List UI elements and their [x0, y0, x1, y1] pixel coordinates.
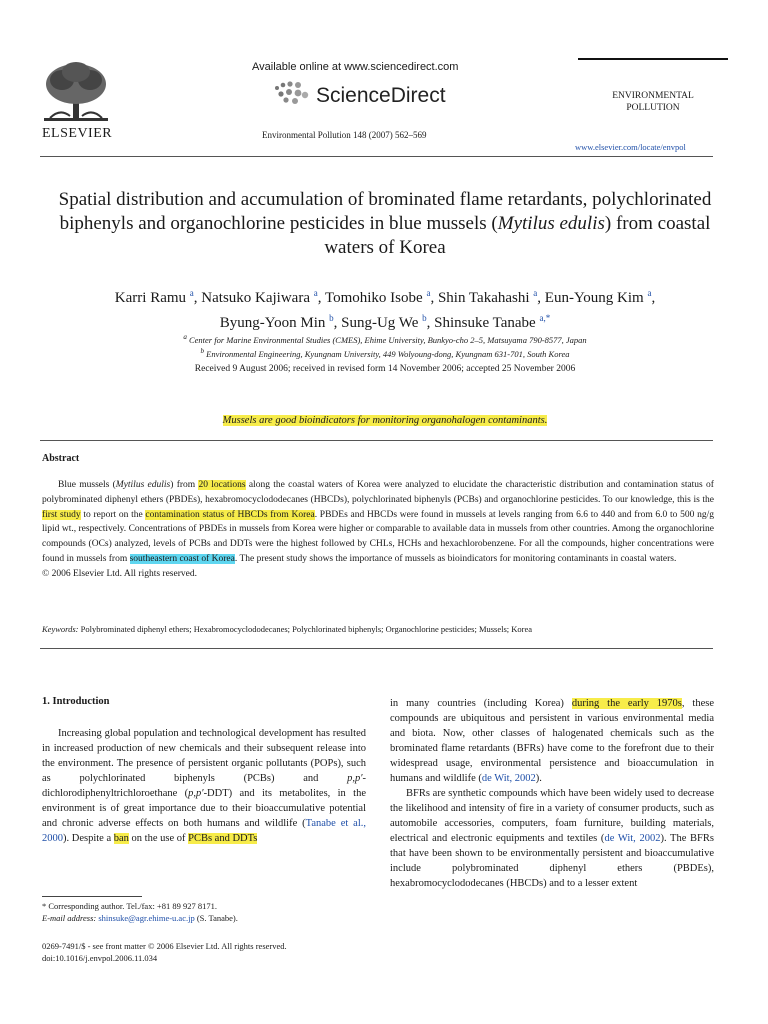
received-dates: Received 9 August 2006; received in revised form 14 November 2006; accepted 25 November 2006 [194, 364, 576, 374]
capsule-statement [40, 415, 730, 426]
footnote-divider [42, 896, 142, 897]
sciencedirect-dots-icon [272, 80, 312, 106]
intro-left-column: Increasing global population and technological development has resulted in increased production of new chemicals and their subsequent release into the environment. The presence of persistent organic pollutants (POPs), such as polychlorinated biphenyls (PCBs) and p,p′-dichlorodiphenyltrichloroethane (p,p′-DDT) and its metabolites, in the environment is of great importance due to their bioaccumulative potential and chronic adverse effects on both humans and wildlife (Tanabe et al., 2000). Despite a ban on the use of PCBs and DDTs [42, 728, 366, 844]
author: Sung-Ug We $^b$ [341, 313, 427, 331]
abstract-highlight: first study [42, 509, 81, 520]
intro-highlight: PCBs and DDTs [188, 833, 258, 844]
corresponding-author-footnote: * Corresponding author. Tel./fax: +81 89 927 8171. E-mail address: shinsuke@agr.ehime-u.ac.jp (S. Tanabe). [42, 900, 372, 924]
intro-highlight: ban [113, 833, 129, 844]
abstract-highlight: 20 locations [198, 480, 246, 490]
author: Shin Takahashi $^a$ [437, 288, 538, 306]
citation-link[interactable]: de Wit, 2002 [604, 833, 661, 844]
author: Natsuko Kajiwara $^a$ [201, 288, 318, 306]
capsule-text: Mussels are good bioindicators for monitoring organohalogen contaminants. [222, 415, 548, 426]
citation-link[interactable]: de Wit, 2002 [481, 773, 536, 784]
author-list: Karri Ramu $^a$, Natsuko Kajiwara $^a$, Tomohiko Isobe $^a$, Shin Takahashi $^a$, Eun-Young Kim $^a$, Byung-Yoon Min $^b$, Sung-Ug We $^b$, Shinsuke Tanabe $^{a,*}$ [114, 288, 656, 331]
copyright: © 2006 Elsevier Ltd. All rights reserved. [42, 568, 197, 579]
affiliation-a: $^a$ Center for Marine Environmental Studies (CMES), Ehime University, Bunkyo-cho 2–5, Matsuyama 790-8577, Japan [183, 333, 587, 345]
citation-link[interactable]: Tanabe et al., 2000 [42, 818, 366, 844]
abstract-heading: Abstract [42, 453, 80, 464]
intro-highlight: during the early 1970s [571, 698, 682, 709]
journal-url-link[interactable]: www.elsevier.com/locate/envpol [575, 142, 686, 152]
author-email-link[interactable]: shinsuke@agr.ehime-u.ac.jp [98, 913, 195, 923]
abstract-top-divider [40, 440, 713, 441]
available-online-text[interactable]: Available online at www.sciencedirect.com [252, 61, 459, 73]
issn-line: 0269-7491/$ - see front matter © 2006 Elsevier Ltd. All rights reserved. [42, 941, 287, 951]
journal-citation: Environmental Pollution 148 (2007) 562–569 [262, 130, 427, 140]
doi-line: doi:10.1016/j.envpol.2006.11.034 [42, 953, 158, 963]
affiliations [40, 332, 730, 360]
journal-name-line1: ENVIRONMENTAL [612, 91, 694, 101]
publisher-name: ELSEVIER [42, 126, 113, 141]
abstract-highlight-blue: southeastern coast of Korea [129, 553, 235, 564]
keywords: Keywords: Polybrominated diphenyl ethers; Hexabromocyclododecanes; Polychlorinated biphenyls; Organochlorine pesticides; Mussels; Korea [42, 624, 533, 634]
intro-right-column: in many countries (including Korea) during the early 1970s, these compounds are ubiquitous and persistent in various environmental media and biota. Now, other classes of halogenated chemicals such as the brominated flame retardants (BFRs) have come to the forefront due to their widespread usage, environmental persistence and bioaccumulation in humans and wildlife (de Wit, 2002). BFRs are synthetic compounds which have been widely used to decrease the likelihood and intensity of fire in a variety of consumer products, such as automobile accessories, computers, foam furniture, building materials, electrical and electronic equipments and textiles (de Wit, 2002). The BFRs that have been shown to be environmentally persistent and bioaccumulative include polybrominated diphenyl ethers (PBDEs), hexabromocyclododecanes (HBCDs) and to a lesser extent [390, 698, 714, 889]
journal-name-line2: POLLUTION [626, 103, 680, 113]
issn-doi [42, 940, 372, 964]
sciencedirect-logo-text: ScienceDirect [316, 84, 446, 107]
author: Tomohiko Isobe $^a$ [324, 288, 431, 306]
section-heading-introduction: 1. Introduction [42, 696, 110, 707]
elsevier-tree-logo [40, 60, 112, 126]
author: Shinsuke Tanabe $^{a,*}$ [434, 313, 551, 331]
author: Karri Ramu $^a$ [114, 288, 194, 306]
keywords-divider [40, 648, 713, 649]
title-species: Mytilus edulis [497, 213, 605, 234]
title-text-2: ) from coastal waters of Korea [324, 213, 711, 258]
author: Byung-Yoon Min $^b$ [219, 313, 334, 331]
title-text-1: Spatial distribution and accumulation of brominated flame retardants, polychlorinated biphenyls and organochlorine pesticides in blue mussels ( [58, 189, 712, 234]
footnote-contact: * Corresponding author. Tel./fax: +81 89 927 8171. [42, 901, 217, 911]
journal-name-box [578, 58, 728, 114]
abstract-body: Blue mussels (Mytilus edulis) from 20 locations along the coastal waters of Korea were analyzed to elucidate the characteristic distribution and contamination status of polybrominated diphenyl ethers (PBDEs), hexabromocyclododecanes (HBCDs), polychlorinated biphenyls (PCBs) and organochlorine pesticides. To our knowledge, this is the first study to report on the contamination status of HBCDs from Korea. PBDEs and HBCDs were found in mussels at levels ranging from 6.6 to 440 and from 6.0 to 500 ng/g lipid wt., respectively. Concentrations of PBDEs in mussels from Korea were higher or comparable to available data in mussels from other countries. Among the organochlorine compounds (OCs) analyzed, levels of PCBs and DDTs were the highest followed by CHLs, HCHs and hexachlorobenzene. For all the compounds, higher concentrations were found in mussels from southeastern coast of Korea. The present study shows the importance of mussels as bioindicators for monitoring contaminants in coastal waters. © 2006 Elsevier Ltd. All rights reserved. [42, 478, 714, 582]
article-title [40, 188, 730, 260]
abstract-highlight: contamination status of HBCDs from Korea [145, 509, 315, 520]
affiliation-b: $^b$ Environmental Engineering, Kyungnam University, 449 Wolyoung-dong, Kyungnam 631-701, South Korea [200, 346, 570, 359]
header-divider [40, 156, 713, 157]
author: Eun-Young Kim $^a$ [544, 288, 652, 306]
